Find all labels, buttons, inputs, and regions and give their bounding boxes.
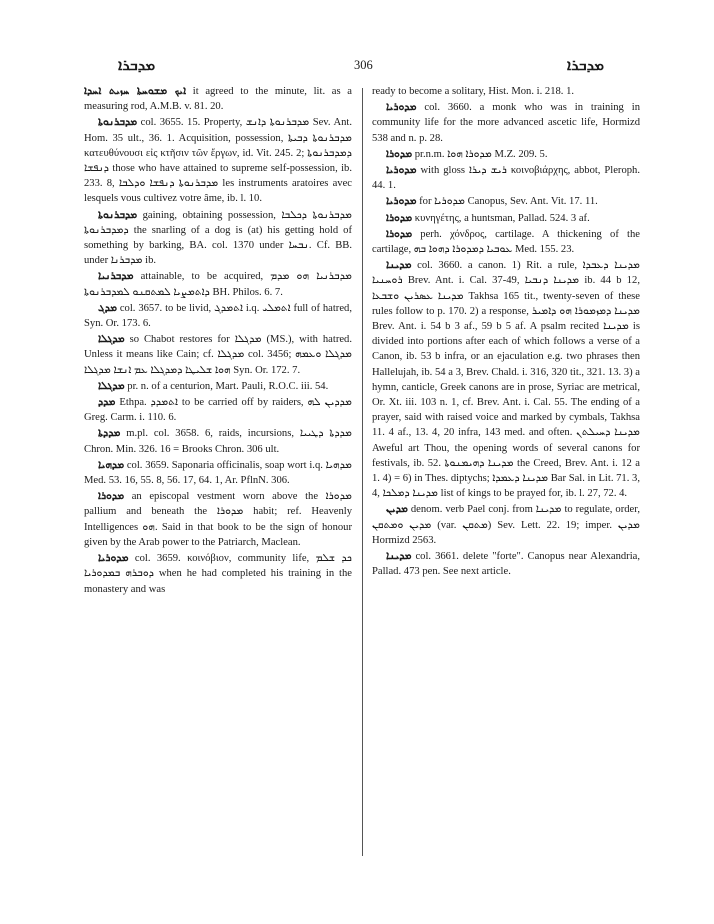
entry-text: col. 3661. delete "forte". Canopus near Alexandria, Pallad. 473 pen. See next article. (372, 551, 640, 578)
dictionary-entry (84, 208, 352, 269)
headword-syriac: ܡܕܝܢܐ (386, 550, 412, 563)
headword-syriac: ܡܕܘܪܐ (386, 211, 413, 224)
entry-text: perh. χόνδρος, cartilage. A thickening of the cartilage, ܥܘܒܝܐ ܕܡܕܘܪܐ ܕܗܘܐ ܒܗ Med. 155. 23. (372, 228, 640, 256)
right-column (372, 84, 640, 581)
headword-syriac: ܡܕܓܠܐ (98, 333, 125, 346)
dictionary-entry (372, 147, 640, 162)
headword-syriac: ܡܕܒܪܢܝܐ (98, 270, 134, 283)
headword-syriac: ܡܕܘܪܝܐ (386, 101, 417, 114)
entry-text: pr.n.m. ܡܕܘܪܐ ܗܘܐ M.Z. 209. 5. (412, 148, 548, 160)
entry-text: attainable, to be acquired, ܡܕܒܪܢܝܐ ܗܘ ܡܕܡ ܕܐܬܡܨܝܐ ܠܡܬܩܢܘ ܠܡܕܒܪܢܘܬܐ BH. Philos. 6. 7. (84, 271, 352, 298)
headword-syriac: ܡܕܕ (98, 396, 116, 409)
dictionary-entry (84, 115, 352, 206)
dictionary-entry (84, 489, 352, 550)
header-left-word: ܡܕܒܪܐ (118, 56, 156, 74)
headword-syriac: ܡܕܘܪܐ (98, 490, 125, 503)
entry-text: col. 3659. κοινόβιον, community life, ܟܕ ܫܠܡ ܕܘܒܪܗ ܒܡܕܘܪܝܐ when he had completed his training in the monastery and was (84, 553, 352, 595)
page-number: 306 (354, 58, 373, 72)
entry-text: an episcopal vestment worn above the ܡܕܘܪܐ pallium and beneath the ܡܕܘܪܐ habit; ref. Heavenly Intelligences ܗܘ. Said in that book to be the sign of honour given by the Arab power to the Patriarch, Maclean. (84, 491, 352, 548)
dictionary-entry (372, 549, 640, 579)
entry-text: col. 3655. 15. Property, ܡܕܒܪܢܘܬܐ ܕܐܢܫ Sev. Ant. Hom. 35 ult., 36. 1. Acquisition, possession, ܡܕܒܪܢܘܬܐ ܕܒܝܬܐ κατευθύνουσι εἰς κτῆσιν τῶν ἔργων, id. Vit. 245. 2; ܕܡܕܒܪܢܘܬܐ ܕܢܦܫܐ those who have attained to supreme self-possession, ib. 233. 8, ܡܕܒܪܢܘܬܐ ܕܢܦܫܐ ܘܕܠܒܐ les instruments aratoires avec lesquels vous cultivez votre âme, ib. l. 10. (84, 117, 353, 205)
entry-text: denom. verb Pael conj. from ܡܕܝܢܐ to regulate, order, ܡܕܝܢ ܘܡܬܩܢ (var. ܡܬܩܢ) Sev. Lett. 22. 19; imper. ܡܕܝܢ Hormizd 2563. (372, 504, 640, 546)
headword-syriac: ܡܕܒܪܢܘܬܐ (98, 208, 138, 221)
dictionary-entry (84, 332, 352, 378)
dictionary-entry (84, 458, 352, 488)
dictionary-entry (372, 100, 640, 146)
entry-text: col. 3660. a canon. 1) Rit. a rule, ܡܕܝܢܐ ܕܥܒܕܐ ܪܘܚܢܝܐ Brev. Ant. i. Cal. 37-49, ܡܕܝܢܐ ܕܢܒܝܐ ib. 44 b 12, ܡܕܝܢܐ ܥܣܪܝܢ ܘܫܒܥܐ Takhsa 165 tit., twenty-seven of these rules follow to p. 170. 2) a response, ܡܕܝܢܐ ܕܡܙܡܘܪܐ ܗܘ ܕܐܡܝܪ Brev. Ant. i. 54 b 3 af., 59 b 5 af. A psalm recited ܡܕܝܢܐ is divided into portions after each of which follows a verse of a Canon, ib. 53 b infra, or an ejaculation e.g. two phrases then Hallelujah, ib. 54 a 3, Brev. Chald. i. 316, 320 tit., 321. 13. 3) a hymn, canticle, Greek canons are in prose, Syriac are metrical, Or. Xt. iii. 103 n. 1, cf. Brev. Ant. i. Cal. 55. The ending of a prayer, said with raised voice and marked by cymbals, Takhsa 11. 4 af., 13. 4, 20 infra, 143 med. and often. ܡܕܝܢܐ ܕܚܝܠܬܢ Aweful art Thou, the opening words of several canons for festivals, ib. 52. ܡܕܝܢܐ ܕܗܝܡܢܘܬܐ the Creed, Brev. Ant. i. 12 a 1. 4) = 6) in Thes. diptychs; ܡܕܝܢܐ ܕܥܡܕܐ Bar Sal. in Lit. 71. 3, 4, ܡܕܝܢܐ ܕܡܠܟܐ list of kings to be prayed for, ib. l. 27, 72. 4. (372, 260, 641, 500)
entry-text: it agreed to the minute, lit. as a measuring rod, A.M.B. v. 81. 20. (84, 86, 353, 113)
entry-text: so Chabot restores for ܡܕܓܠܐ (MS.), with hatred. Unless it means like Cain; cf. ܡܕܓܠܐ col. 3456; ܡܕܓܠܐ ܘܥܡܗ ܗܘܐ ܫܠܝܛܐ ܕܡܕܓܠܐ ܥܡ ܐܢܫܐ ܡܕܓܠܐ Syn. Or. 172. 7. (84, 334, 353, 376)
entry-text: κυνηγέτης, a huntsman, Pallad. 524. 3 af. (412, 212, 590, 224)
headword-syriac: ܡܕܕܬܐ (98, 427, 121, 440)
dictionary-entry (84, 379, 352, 394)
headword-syriac: ܡܕܘܪܝܐ (386, 164, 417, 177)
entry-text: col. 3657. to be livid, ܐܬܡܕܓ i.q. ܐܬܡܠܝ full of hatred, Syn. Or. 173. 6. (84, 302, 352, 330)
entry-text: pr. n. of a centurion, Mart. Pauli, R.O.C. iii. 54. (124, 380, 329, 392)
dictionary-entry (372, 227, 640, 257)
entry-text: with gloss ܪܝܫ ܕܝܪܐ κοινοβιάρχης, abbot, Pleroph. 44. 1. (372, 165, 640, 192)
entry-text: for ܡܕܘܪܝܐ Canopus, Sev. Ant. Vit. 17. 11. (416, 196, 598, 208)
headword-syriac: ܡܕܝܢ (386, 503, 408, 516)
headword-syriac: ܡܕܘܪܝܐ (98, 552, 129, 565)
headword-syriac: ܡܕܘܪܐ (386, 227, 413, 240)
dictionary-entry (84, 301, 352, 331)
dictionary-entry (372, 258, 640, 501)
entry-text: ready to become a solitary, Hist. Mon. i. 218. 1. (372, 86, 575, 97)
dictionary-entry (84, 84, 352, 114)
headword-syriac: ܡܕܒܪܢܘܬܐ (98, 116, 138, 129)
header-right-word: ܡܕܒܪܐ (566, 56, 604, 74)
dictionary-entry (84, 395, 352, 425)
entry-text: Ethpa. ܐܬܡܕܕ to be carried off by raiders, ܡܕܕܝܢ ܠܗ Greg. Carm. i. 110. 6. (84, 397, 352, 424)
headword-syriac: ܡܕܘܪܝܐ (386, 195, 417, 208)
dictionary-entry (372, 84, 640, 99)
dictionary-entry (372, 163, 640, 193)
column-divider (362, 88, 363, 856)
headword-syriac: ܡܕܗܝܐ (98, 458, 125, 471)
headword-syriac: ܡܕܓܠܐ (98, 379, 125, 392)
entry-text: gaining, obtaining possession, ܡܕܒܪܢܘܬܐ ܕܟܠܒܐ ܕܡܕܒܪܢܘܬܐ the snarling of a dog is (at) his getting hold of something by barking, BA. col. 1370 under ܢܒܚܐ. Cf. BB. under ܡܕܒܪܢܐ ib. (84, 209, 353, 267)
entry-text: col. 3659. Saponaria officinalis, soap wort i.q. ܡܕܗܝܐ Med. 53. 16, 55. 8, 56. 17, 64. 1, Ar. PflnN. 306. (84, 459, 352, 487)
dictionary-entry (372, 502, 640, 548)
running-header (84, 54, 644, 78)
dictionary-entry (84, 426, 352, 456)
entry-text: m.pl. col. 3658. 6, raids, incursions, ܡܕܕܬܐ ܕܛܝܝܐ Chron. Min. 326. 16 = Brooks Chron. 306 ult. (84, 428, 352, 455)
dictionary-entry (372, 211, 640, 226)
dictionary-entry (84, 269, 352, 299)
headword-syriac: ܡܕܓ (98, 301, 117, 314)
entry-text: col. 3660. a monk who was in training in community life for the more advanced ascetic life, Hormizd 538 and n. p. 28. (372, 102, 640, 144)
dictionary-entry (372, 194, 640, 209)
left-column (84, 84, 352, 598)
headword-syriac: ܐܝܟ ܡܫܘܚܬܐ ܚܙܝܬ ܐܚܕܐ (84, 85, 187, 97)
headword-syriac: ܡܕܘܪܐ (386, 147, 413, 160)
dictionary-entry (84, 551, 352, 597)
headword-syriac: ܡܕܝܢܐ (386, 259, 412, 272)
